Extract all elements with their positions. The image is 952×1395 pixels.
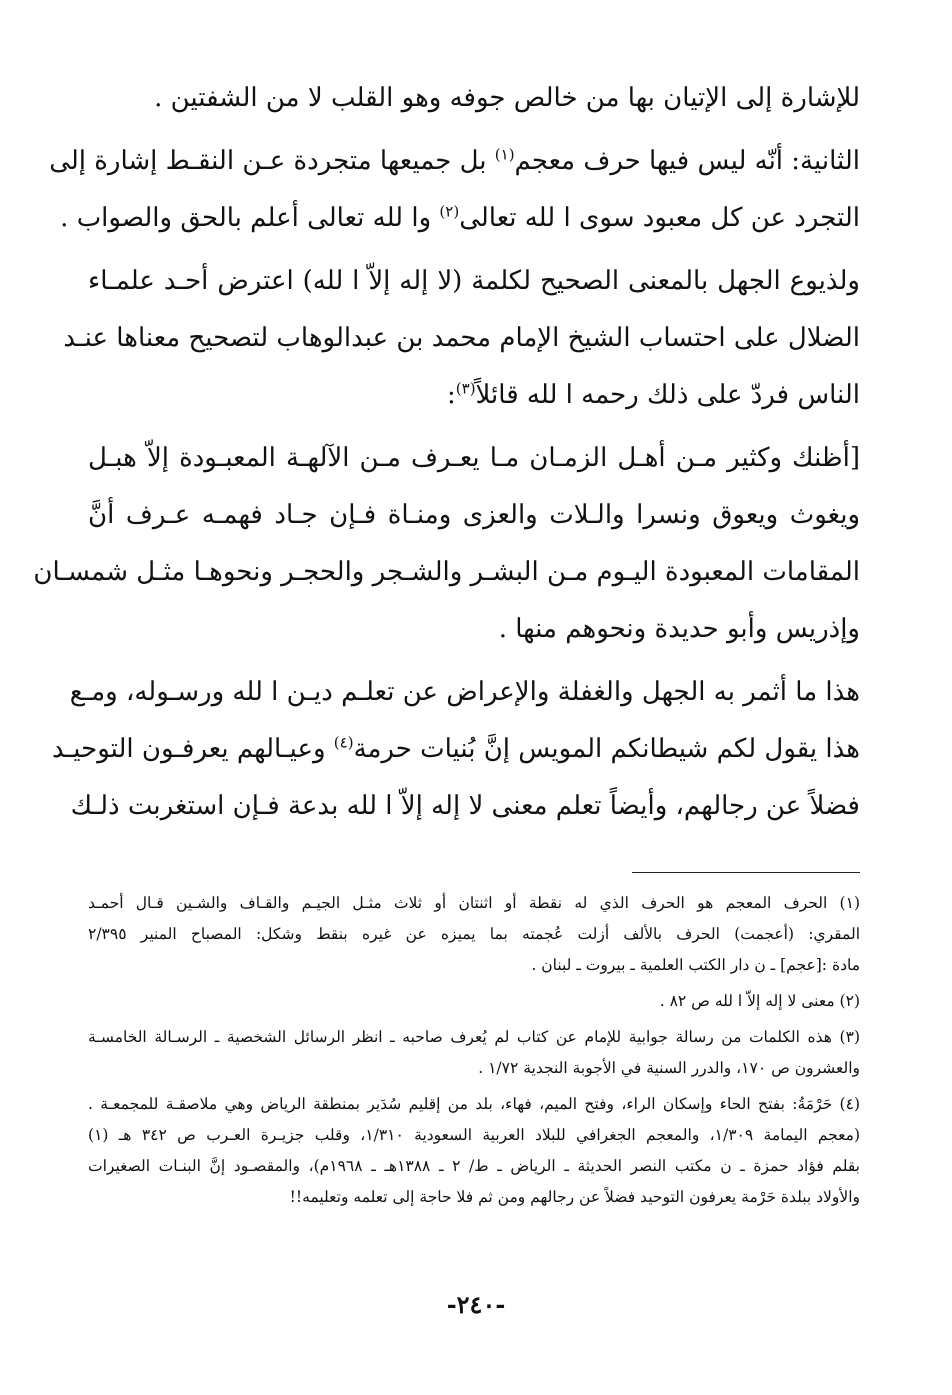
text-line: للإشارة إلى الإتيان بها من خالص جوفه وهو القلب لا من الشفتين . [154, 83, 860, 113]
text-line: الثانية: أنّه ليس فيها حرف معجم$^{(١)}$ بل جميعها متجردة عـن النقـط إشارة إلى [49, 145, 860, 176]
footnote-line: (٣) هذه الكلمات من رسالة جوابية للإمام عن كتاب لم يُعرف صاحبه ـ انظر الرسائل الشخصية ـ الرسـالة الخامسـة [88, 1028, 860, 1046]
text-line: هذا ما أثمر به الجهل والغفلة والإعراض عن تعلـم ديـن ا لله ورسـوله، ومـع [69, 677, 860, 707]
text-line: الناس فردّ على ذلك رحمه ا لله قائلاً$^{(٣)}$: [447, 379, 860, 410]
footnote-line: مادة :[عجم] ـ ن دار الكتب العلمية ـ بيروت ـ لبنان . [531, 956, 860, 974]
text-line: ولذيوع الجهل بالمعنى الصحيح لكلمة (لا إله إلاّ ا لله) اعترض أحـد علمـاء [88, 266, 860, 296]
footnote-ref[interactable]: (١) [494, 145, 515, 164]
footnote-line: (معجم اليمامة ١/٣٠٩، والمعجم الجغرافي للبلاد العربية السعودية ١/٣١٠، وقلب جزيـرة العـرب ص ٣٤٢ هـ (١) [88, 1126, 860, 1144]
page-number: -٢٤٠- [446, 1290, 506, 1319]
footnote-divider [632, 872, 860, 873]
footnotes [88, 888, 860, 1213]
footnote-ref[interactable]: (٤) [333, 733, 354, 752]
footnote-line: والعشرون ص ١٧٠، والدرر السنية في الأجوبة النجدية ١/٧٢ . [478, 1059, 860, 1077]
footnote-line: (١) الحرف المعجم هو الحرف الذي له نقطة أو اثنتان أو ثلاث مثـل الجيـم والقـاف والشـين قـال أحمـد [88, 894, 860, 912]
footnote-line: (٤) حَرْمَةُ: بفتح الحاء وإسكان الراء، وفتح الميم، فهاء، بلد من إقليم سُدَير بمنطقة الرياض وهي ملاصقـة للمجمعـة . [88, 1095, 860, 1113]
quote-line: [أظنك وكثير مـن أهـل الزمـان مـا يعـرف مـن الآلهـة المعبـودة إلاّ هبـل [88, 443, 860, 473]
footnote-line: والأولاد ببلدة حَرْمة يعرفون التوحيد فضلاً عن رجالهم ومن ثم فلا حاجة إلى تعلمه وتعليمه!! [289, 1188, 860, 1206]
footnote-line: المقري: (أعجمت) الحرف بالألف أزلت عُجمته بما يميزه عن غيره بنقط وشكل: المصباح المنير ٢/٣٩٥ [88, 925, 860, 943]
text-line: فضلاً عن رجالهم، وأيضاً تعلم معنى لا إله إلاّ ا لله بدعة فـإن استغربت ذلـك [70, 791, 860, 821]
quote-line: وإذريس وأبو حديدة ونحوهم منها . [498, 614, 860, 644]
quote-line: المقامات المعبودة اليـوم مـن البشـر والشـجر والحجـر ونحوهـا مثـل شمسـان [33, 557, 860, 587]
text-line: التجرد عن كل معبود سوى ا لله تعالى$^{(٢)}$ وا لله تعالى أعلم بالحق والصواب . [60, 202, 860, 233]
footnote-line: (٢) معنى لا إله إلاّ ا لله ص ٨٢ . [659, 992, 860, 1010]
quote-line: ويغوث ويعوق ونسرا والـلات والعزى ومنـاة فـإن جـاد فهمـه عـرف أنَّ [88, 500, 860, 530]
main-text [33, 70, 860, 835]
footnote-ref[interactable]: (٢) [439, 202, 460, 221]
footnote-ref[interactable]: (٣) [455, 379, 476, 398]
text-line: الضلال على احتساب الشيخ الإمام محمد بن عبدالوهاب لتصحيح معناها عنـد [63, 323, 860, 353]
text-line: هذا يقول لكم شيطانكم المويس إنَّ بُنيات حرمة$^{(٤)}$ وعيـالهم يعرفـون التوحيـد [52, 733, 860, 764]
footnote-line: بقلم فؤاد حمزة ـ ن مكتب النصر الحديثة ـ الرياض ـ ط/ ٢ ـ ١٣٨٨هـ ـ ١٩٦٨م)، والمقصـود إنَّ البنـات الصغيرات [88, 1157, 860, 1175]
